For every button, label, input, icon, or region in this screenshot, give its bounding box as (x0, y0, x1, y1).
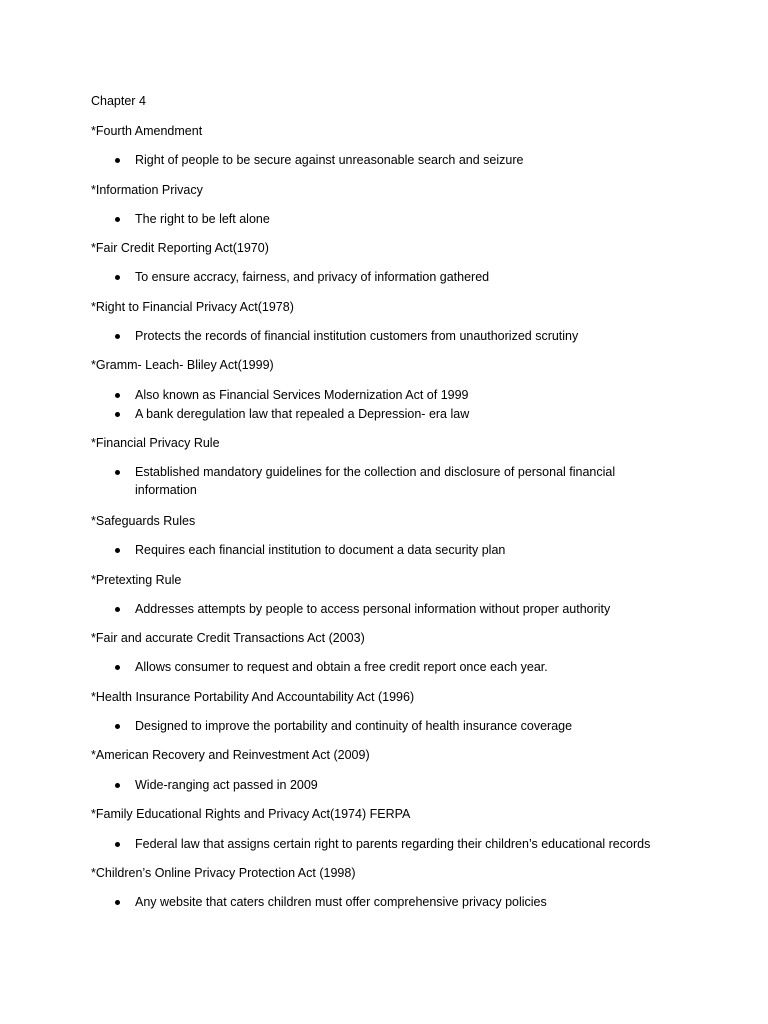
bullet-dot (115, 275, 120, 280)
section-heading: *American Recovery and Reinvestment Act (2009) (91, 748, 370, 762)
section-heading: *Fourth Amendment (91, 124, 203, 138)
bullet-text: Established mandatory guidelines for the collection and disclosure of personal financial information (135, 465, 616, 497)
bullet-text: Protects the records of financial institution customers from unauthorized scrutiny (135, 329, 579, 343)
bullet-dot (115, 783, 120, 788)
bullet-dot (115, 548, 120, 553)
bullet-text: Allows consumer to request and obtain a free credit report once each year. (135, 660, 548, 674)
bullet-dot (115, 607, 120, 612)
bullet-text: A bank deregulation law that repealed a Depression- era law (135, 407, 470, 421)
bullet-dot (115, 842, 120, 847)
bullet-dot (115, 724, 120, 729)
bullet-dot (115, 334, 120, 339)
section-heading: *Fair and accurate Credit Transactions Act (2003) (91, 631, 365, 645)
bullet-dot (115, 470, 120, 475)
section-heading: *Pretexting Rule (91, 573, 182, 587)
document-title: Chapter 4 (91, 94, 146, 108)
bullet-text: Also known as Financial Services Modernization Act of 1999 (135, 388, 469, 402)
bullet-dot (115, 665, 120, 670)
bullet-dot (115, 900, 120, 905)
bullet-text: Any website that caters children must offer comprehensive privacy policies (135, 895, 547, 909)
section-heading: *Health Insurance Portability And Accountability Act (1996) (91, 690, 415, 704)
bullet-dot (115, 393, 120, 398)
section-heading: *Financial Privacy Rule (91, 436, 220, 450)
section-heading: *Gramm- Leach- Bliley Act(1999) (91, 358, 274, 372)
section-heading: *Children’s Online Privacy Protection Act (1998) (91, 866, 356, 880)
bullet-dot (115, 158, 120, 163)
bullet-text: To ensure accracy, fairness, and privacy of information gathered (135, 270, 490, 284)
bullet-text: Wide-ranging act passed in 2009 (135, 778, 318, 792)
bullet-dot (115, 217, 120, 222)
section-heading: *Fair Credit Reporting Act(1970) (91, 241, 269, 255)
section-heading: *Right to Financial Privacy Act(1978) (91, 300, 294, 314)
bullet-text: Addresses attempts by people to access personal information without proper authority (135, 602, 611, 616)
bullet-text: The right to be left alone (135, 212, 270, 226)
bullet-dot (115, 412, 120, 417)
bullet-text: Requires each financial institution to document a data security plan (135, 543, 506, 557)
section-heading: *Information Privacy (91, 183, 203, 197)
bullet-text: Designed to improve the portability and continuity of health insurance coverage (135, 719, 573, 733)
bullet-text: Federal law that assigns certain right to parents regarding their children’s educational records (135, 837, 651, 851)
section-heading: *Family Educational Rights and Privacy Act(1974) FERPA (91, 807, 411, 821)
bullet-text: Right of people to be secure against unreasonable search and seizure (135, 153, 524, 167)
section-heading: *Safeguards Rules (91, 514, 196, 528)
